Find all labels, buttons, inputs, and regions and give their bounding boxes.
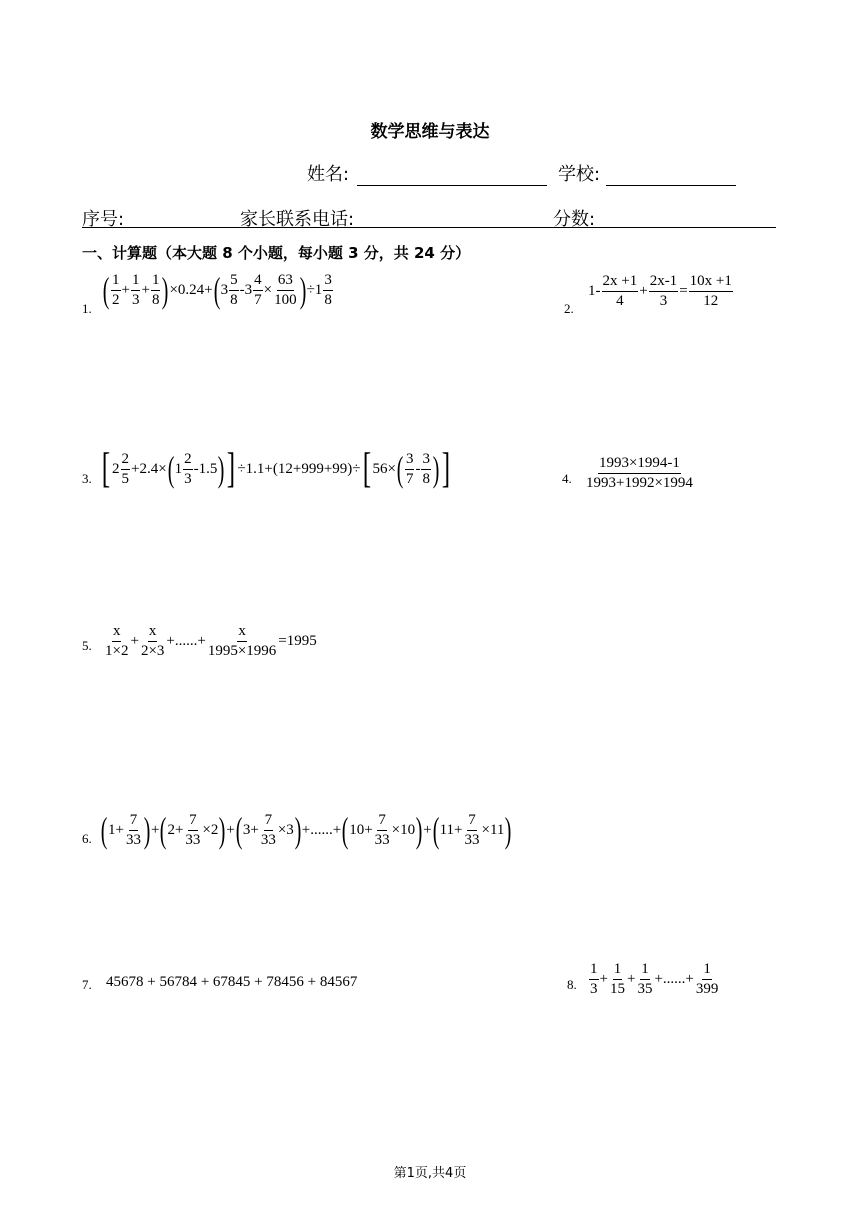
problem-5-number: 5. [82,638,92,653]
school-field [558,160,736,186]
problem-8-expression: $\frac{1}{3}$ + $\frac{1}{15}$ + $\frac{1}{35}$ +......+ $\frac{1}{399}$ [590,961,719,997]
name-field [307,160,547,186]
score-label: 分数: [553,209,596,230]
name-blank [357,167,547,186]
problem-6-number: 6. [82,831,92,846]
problem-2-expression: 1- $\frac{2x +1}{4}$ + $\frac{2x-1}{3}$ = $\frac{10x +1}{12}$ [588,273,732,309]
problem-7-expression: 45678 + 56784 + 67845 + 78456 + 84567 [106,974,358,990]
page-footer: 第1页,共4页 [393,1166,467,1181]
section-heading: 一、计算题（本大题 8 个小题，每小题 3 分，共 24 分） [82,244,471,262]
page-title: 数学思维与表达 [370,122,490,142]
phone-label: 家长联系电话: [240,209,355,230]
problem-5-expression: $\frac{x}{1\times 2}$ + $\frac{x}{2\times 3}$ +......+ $\frac{x}{1995\times 1996}$ =1995 [105,623,317,659]
serial-label: 序号: [82,209,125,230]
problem-7-number: 7. [82,977,92,992]
problem-3-number: 3. [82,471,92,486]
problem-8-number: 8. [567,977,577,992]
problem-2-number: 2. [564,301,574,316]
problem-3-expression: [ 2 $\frac{2}{5}$ +2.4× ( 1 $\frac{2}{3}$ -1.5 ) ] ÷1.1+(12+999+99)÷ [ 56× ( $\frac{3}{7}$ - $\frac{3}{8}$ ) ] [101,446,451,492]
name-label: 姓名: [307,164,350,185]
school-label: 学校: [558,164,601,185]
problem-1-number: 1. [82,301,92,316]
problem-4-expression: $\frac{1993\times 1994-1}{1993+1992\times 1994}$ [586,455,693,491]
school-blank [606,167,736,186]
problem-1-expression: ( $\frac{1}{2}$ + $\frac{1}{3}$ + $\frac{1}{8}$ ) ×0.24+ ( 3 $\frac{5}{8}$ -3 $\frac{4}{7}$ × $\frac{63}{100}$ ) ÷1 $\frac{3}{8}$ [102,270,332,310]
problem-6-expression: ( 1+ $\frac{7}{33}$ ) + ( 2+ $\frac{7}{33}$ ×2 ) + ( 3+ $\frac{7}{33}$ ×3 ) +......+ ( 10+ $\frac{7}{33}$ ×10 ) + ( 11+ $\frac{7}{33}$ ×11 ) [100,810,512,850]
header-rule [82,227,776,228]
problem-4-number: 4. [562,471,572,486]
